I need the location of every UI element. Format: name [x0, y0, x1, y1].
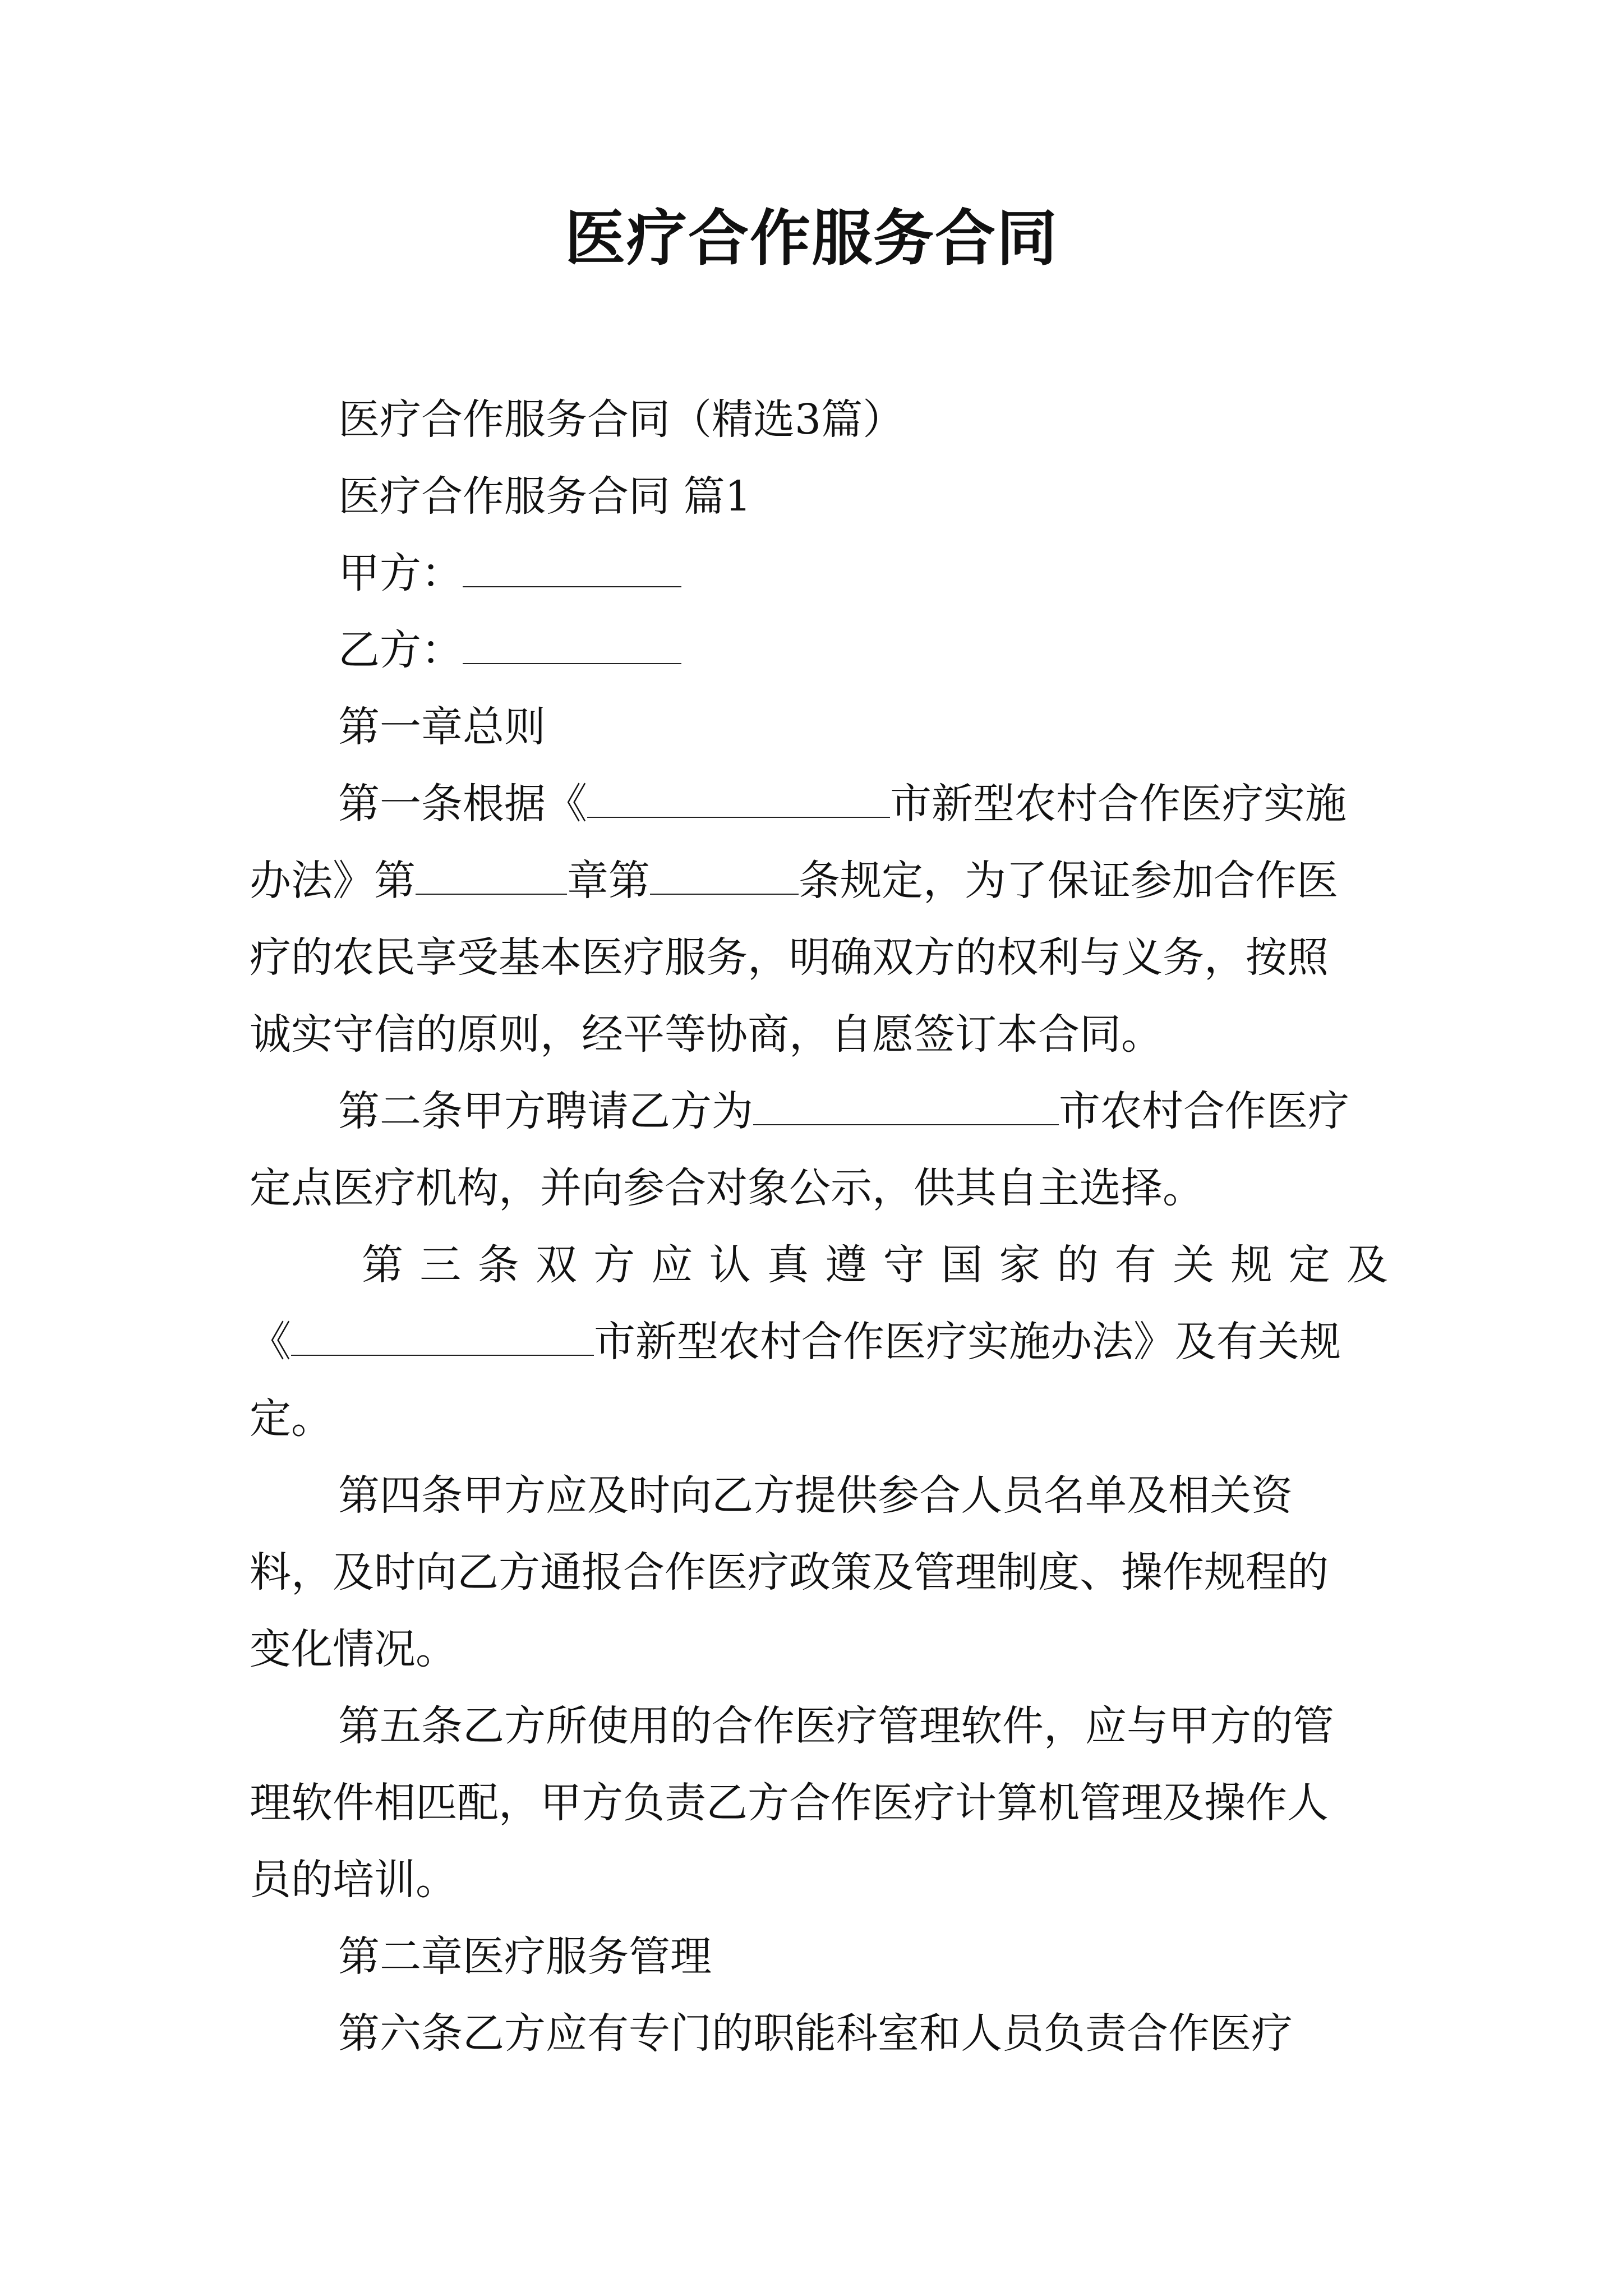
article-1-line-1 — [250, 766, 1388, 843]
city-blank — [753, 1089, 1059, 1125]
city-blank — [291, 1320, 594, 1356]
article-5-line-3: 员的培训。 — [250, 1856, 457, 1904]
party-a-blank — [463, 551, 681, 587]
article-4-line-1: 第四条甲方应及时向乙方提供参合人员名单及相关资 — [338, 1471, 1293, 1520]
article-2-text: 第二条甲方聘请乙方为 — [338, 1087, 753, 1135]
article-2-line-1 — [250, 1073, 1388, 1150]
article-2-line-2: 定点医疗机构，并向参合对象公示，供其自主选择。 — [250, 1164, 1204, 1212]
article-5-line-1: 第五条乙方所使用的合作医疗管理软件，应与甲方的管 — [338, 1702, 1334, 1750]
article-3-text: 市新型农村合作医疗实施办法》及有关规 — [594, 1318, 1341, 1366]
article-2-text: 市农村合作医疗 — [1059, 1087, 1349, 1135]
article-1-text: 市新型农村合作医疗实施 — [890, 780, 1347, 828]
article-1-line-2 — [250, 843, 1388, 919]
article-4-line-2: 料，及时向乙方通报合作医疗政策及管理制度、操作规程的 — [250, 1548, 1329, 1596]
section-heading: 医疗合作服务合同 篇1 — [338, 472, 751, 521]
party-b-line — [250, 612, 1388, 689]
article-3-line-2 — [250, 1304, 1388, 1381]
party-a-label: 甲方： — [338, 549, 463, 597]
document-body — [250, 381, 1388, 2072]
article-4-line-3: 变化情况。 — [250, 1625, 457, 1673]
article-1-text: 办法》第 — [250, 857, 416, 905]
chapter-number-blank — [416, 859, 567, 895]
article-1-line-3: 疗的农民享受基本医疗服务，明确双方的权利与义务，按照 — [250, 933, 1329, 982]
chapter-1-heading: 第一章总则 — [338, 703, 546, 751]
document-title: 医疗合作服务合同 — [564, 203, 1058, 274]
party-b-blank — [463, 628, 681, 664]
subtitle: 医疗合作服务合同（精选3篇） — [338, 395, 905, 444]
party-a-line — [250, 535, 1388, 612]
article-1-text: 条规定，为了保证参加合作医 — [799, 857, 1338, 905]
city-blank — [587, 782, 890, 818]
article-1-line-4: 诚实守信的原则，经平等协商，自愿签订本合同。 — [250, 1010, 1163, 1059]
article-3-line-1: 第三条双方应认真遵守国家的有关规定及 — [362, 1241, 1388, 1289]
article-3-line-3: 定。 — [250, 1395, 333, 1443]
party-b-label: 乙方： — [338, 626, 463, 674]
chapter-2-heading: 第二章医疗服务管理 — [338, 1932, 712, 1981]
article-5-line-2: 理软件相匹配，甲方负责乙方合作医疗计算机管理及操作人 — [250, 1779, 1329, 1827]
article-number-blank — [650, 859, 799, 895]
article-1-text: 第一条根据《 — [338, 780, 587, 828]
article-6-line-1: 第六条乙方应有专门的职能科室和人员负责合作医疗 — [338, 2009, 1293, 2058]
article-1-text: 章第 — [567, 857, 650, 905]
article-3-text: 《 — [250, 1318, 291, 1366]
